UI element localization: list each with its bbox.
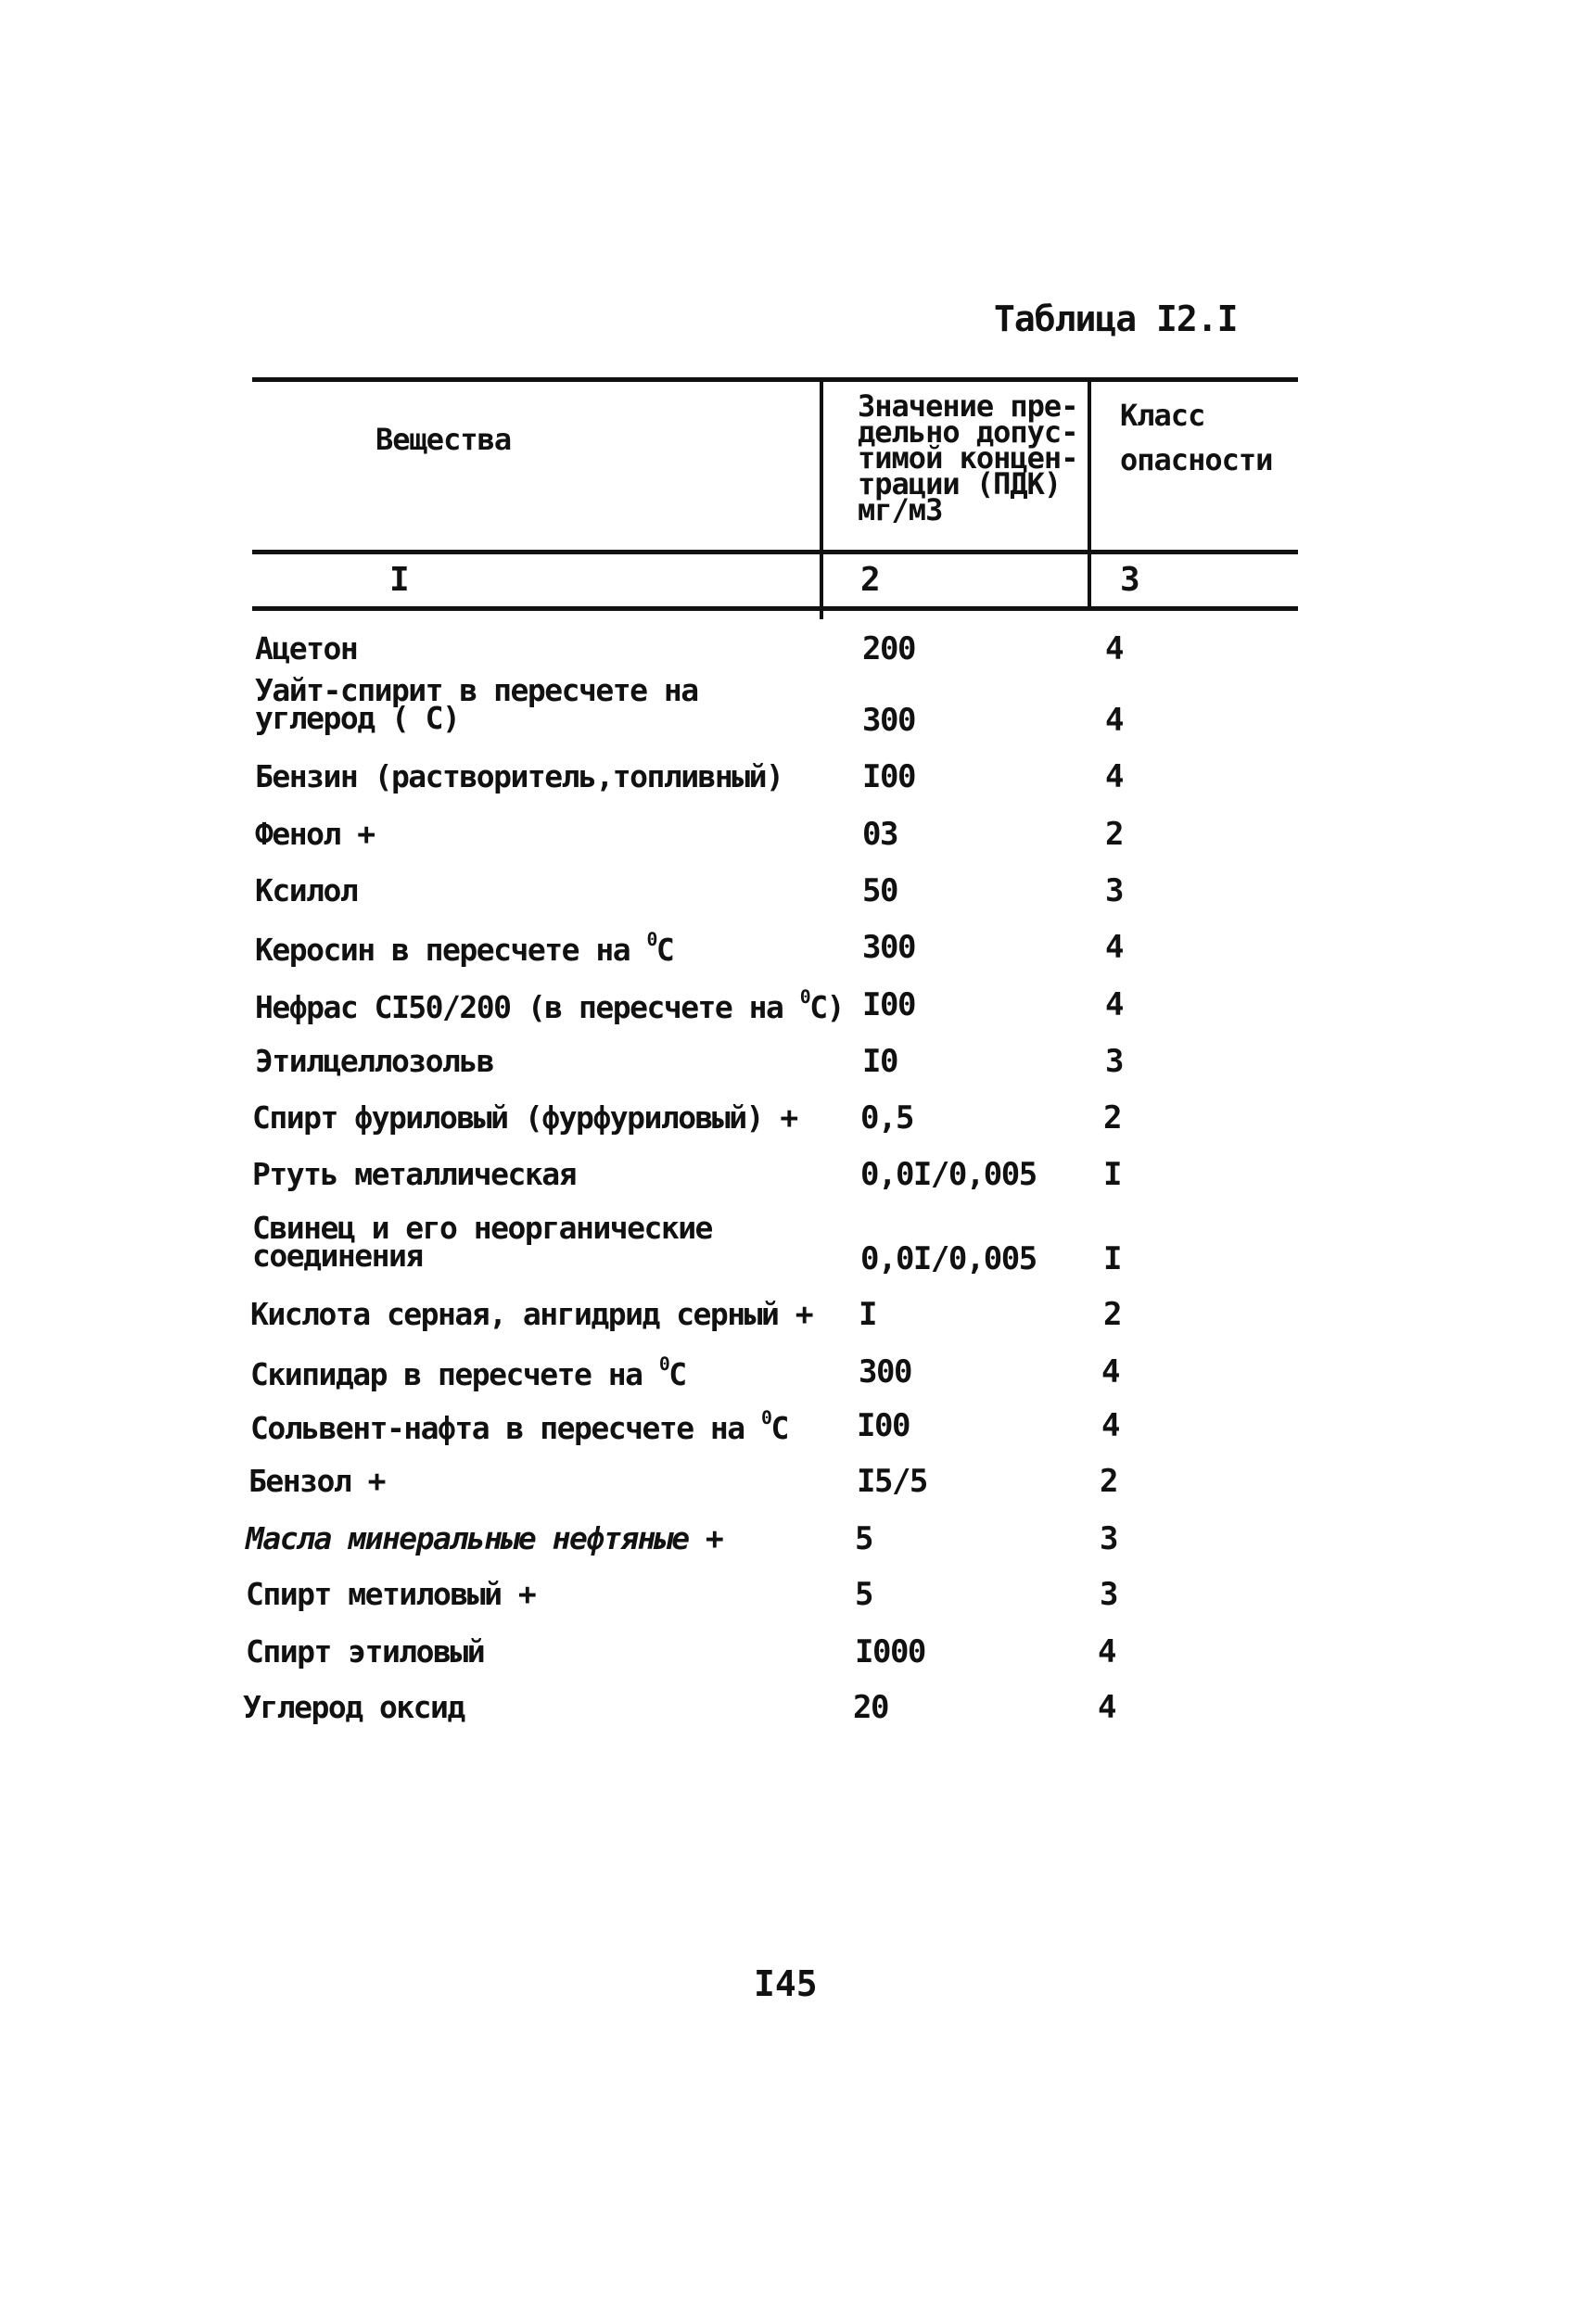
- table-row-value: I00: [862, 758, 915, 795]
- table-row-value: 03: [862, 816, 897, 853]
- table-row-value: I000: [855, 1633, 925, 1670]
- table-row-class: 4: [1101, 1407, 1121, 1444]
- substance-name: Уайт-спирит в пересчете на: [255, 672, 698, 708]
- table-row-substance: [255, 672, 830, 736]
- page-number: I45: [754, 1963, 818, 2004]
- table-row-substance: [255, 816, 375, 852]
- substance-name: Свинец и его неорганические: [252, 1210, 712, 1246]
- table-row-substance: [250, 1296, 812, 1332]
- table-row-substance: [252, 1210, 827, 1274]
- table-row-class: 2: [1103, 1296, 1123, 1333]
- table-row-class: 4: [1098, 1633, 1117, 1670]
- degree-superscript: 0: [799, 986, 810, 1008]
- header-hazard: [1120, 393, 1272, 482]
- substance-name-tail: С: [770, 1410, 788, 1446]
- table-row-substance: [255, 758, 783, 794]
- table-row-class: I: [1103, 1240, 1123, 1277]
- column-number-3: 3: [1120, 561, 1140, 599]
- degree-superscript: 0: [761, 1407, 771, 1429]
- table-row-class: 2: [1100, 1463, 1119, 1500]
- table-row-class: 4: [1105, 702, 1125, 739]
- header-bottom-rule: [252, 550, 1298, 554]
- table-row-value: I0: [862, 1043, 897, 1080]
- degree-superscript: 0: [658, 1353, 669, 1375]
- table-row-value: I00: [862, 986, 915, 1023]
- table-row-substance: [255, 929, 673, 968]
- substance-name-tail: С): [809, 989, 844, 1025]
- table-row-class: 4: [1098, 1689, 1117, 1726]
- table-row-substance: [252, 1156, 576, 1192]
- table-row-value: I5/5: [857, 1463, 927, 1500]
- header-pdk-line-4: трации (ПДК): [858, 466, 1062, 502]
- table-row-substance: [255, 986, 844, 1025]
- substance-name: Фенол +: [255, 816, 375, 852]
- substance-name: Бензин (растворитель,топливный): [255, 758, 783, 794]
- table-row-class: 3: [1100, 1576, 1119, 1613]
- table-row-substance: [246, 1520, 722, 1556]
- table-row-substance: [255, 1043, 493, 1079]
- header-pdk-line-3: тимой концен-: [858, 440, 1078, 476]
- table-row-class: 4: [1105, 986, 1125, 1023]
- substance-name: Кислота серная, ангидрид серный +: [250, 1296, 813, 1332]
- table-row-value: 0,5: [860, 1099, 913, 1137]
- column-number-1: I: [389, 561, 410, 599]
- table-row-value: 200: [862, 630, 915, 667]
- header-pdk-line-1: Значение пре-: [858, 388, 1078, 424]
- table-row-substance: [243, 1689, 464, 1725]
- substance-name: Спирт этиловый: [246, 1633, 485, 1670]
- table-row-class: I: [1103, 1156, 1123, 1193]
- substance-name: Нефрас СI50/200 (в пересчете на: [255, 989, 783, 1025]
- table-row-value: 300: [859, 1353, 911, 1391]
- table-row-class: 2: [1103, 1099, 1123, 1137]
- substance-name: Спирт метиловый +: [246, 1576, 536, 1612]
- header-substance: Вещества: [375, 422, 512, 457]
- table-row-substance: [248, 1463, 385, 1499]
- header-pdk-line-2: дельно допус-: [858, 414, 1078, 450]
- table-top-rule: [252, 377, 1298, 382]
- column-divider-1: [820, 382, 823, 619]
- table-row-substance: [255, 630, 357, 667]
- table-row-class: 3: [1105, 1043, 1125, 1080]
- substance-name: Сольвент-нафта в пересчете на: [250, 1410, 744, 1446]
- substance-name: Бензол +: [248, 1463, 385, 1499]
- column-divider-2: [1088, 382, 1091, 608]
- substance-name: Масла минеральные нефтяные +: [246, 1520, 723, 1556]
- substance-name: Углерод оксид: [243, 1689, 464, 1725]
- substance-name-tail: С: [655, 932, 674, 968]
- table-row-value: 0,0I/0,005: [860, 1240, 1037, 1277]
- table-row-class: 4: [1105, 929, 1125, 966]
- table-row-value: 50: [862, 872, 897, 909]
- table-row-substance: [250, 1353, 686, 1392]
- substance-name: Ацетон: [255, 630, 358, 667]
- table-row-class: 4: [1101, 1353, 1121, 1391]
- substance-name: Керосин в пересчете на: [255, 932, 630, 968]
- substance-name: Скипидар в пересчете на: [250, 1356, 643, 1392]
- table-row-value: 0,0I/0,005: [860, 1156, 1037, 1193]
- column-numbers-bottom-rule: [252, 606, 1298, 611]
- table-row-substance: [246, 1633, 484, 1670]
- table-row-value: 300: [862, 929, 915, 966]
- header-pdk: [858, 388, 1078, 527]
- table-row-value: 20: [853, 1689, 888, 1726]
- column-number-2: 2: [860, 561, 881, 599]
- table-row-class: 4: [1105, 758, 1125, 795]
- header-hazard-line-2: опасности: [1120, 442, 1273, 477]
- table-row-substance: [250, 1407, 788, 1446]
- table-row-class: 3: [1105, 872, 1125, 909]
- substance-name: Этилцеллозольв: [255, 1043, 494, 1079]
- substance-name-continued: соединения: [252, 1238, 423, 1274]
- table-row-value: 300: [862, 702, 915, 739]
- substance-name: Ксилол: [255, 872, 358, 908]
- substance-name: Спирт фуриловый (фурфуриловый) +: [252, 1099, 797, 1136]
- degree-superscript: 0: [646, 929, 656, 950]
- table-row-substance: [246, 1576, 535, 1612]
- table-row-class: 3: [1100, 1520, 1119, 1557]
- table-row-class: 4: [1105, 630, 1125, 667]
- table-row-class: 2: [1105, 816, 1125, 853]
- table-row-value: I: [859, 1296, 876, 1333]
- table-row-substance: [255, 872, 357, 908]
- table-row-substance: [252, 1099, 797, 1136]
- substance-name-continued: углерод ( С): [255, 700, 460, 736]
- table-row-value: 5: [855, 1520, 872, 1557]
- header-hazard-line-1: Класс: [1120, 398, 1205, 433]
- header-pdk-line-5: мг/м3: [858, 492, 943, 527]
- table-caption: Таблица I2.I: [994, 298, 1238, 339]
- table-row-value: I00: [857, 1407, 910, 1444]
- substance-name: Ртуть металлическая: [252, 1156, 576, 1192]
- table-row-value: 5: [855, 1576, 872, 1613]
- substance-name-tail: С: [668, 1356, 686, 1392]
